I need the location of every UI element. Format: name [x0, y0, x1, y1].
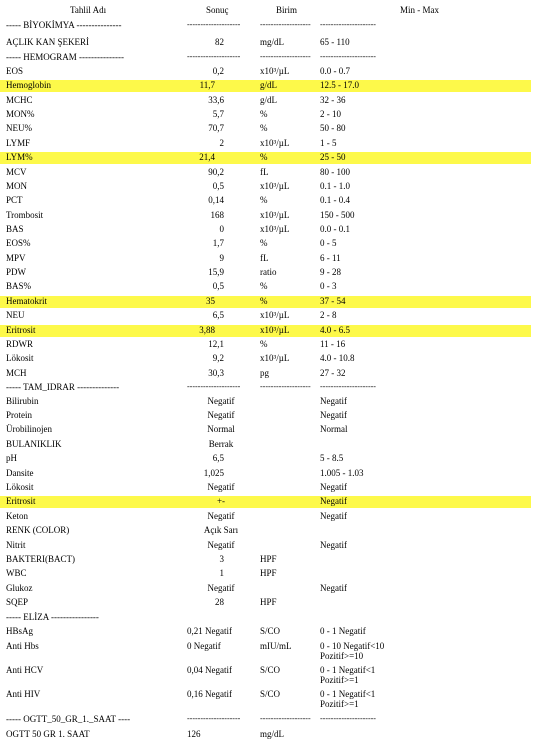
separator: -------------------- — [187, 382, 241, 391]
section-row — [0, 612, 540, 624]
test-unit: S/CO — [260, 689, 281, 699]
test-range: 0.0 - 0.1 — [320, 224, 350, 234]
test-unit: x10³/µL — [260, 224, 290, 234]
test-range: 11 - 16 — [320, 339, 346, 349]
table-row — [0, 310, 540, 322]
test-range: 0 - 1 Negatif<1 — [320, 665, 376, 675]
test-unit: g/dL — [260, 95, 277, 105]
test-range: 0 - 1 Negatif — [320, 626, 366, 636]
test-result: Berrak — [208, 439, 234, 449]
table-row — [0, 95, 540, 107]
test-unit: S/CO — [260, 665, 281, 675]
test-name: LYMF — [6, 138, 31, 148]
header-unit: Birim — [276, 5, 298, 15]
test-name: RENK (COLOR) — [6, 525, 70, 535]
test-name: Trombosit — [6, 210, 44, 220]
test-result: 0,5 — [212, 181, 224, 191]
test-name: Nitrit — [6, 540, 26, 550]
table-row — [0, 123, 540, 135]
table-row — [0, 325, 531, 337]
separator: ------------------- — [260, 20, 311, 29]
test-unit: x10³/µL — [260, 181, 290, 191]
test-range: 0 - 5 — [320, 238, 337, 248]
test-unit: % — [260, 339, 268, 349]
test-range: 0.1 - 0.4 — [320, 195, 350, 205]
test-unit: % — [260, 281, 268, 291]
test-result: 0 Negatif — [187, 641, 221, 651]
header-result: Sonuç — [206, 5, 229, 15]
test-range: 9 - 28 — [320, 267, 341, 277]
test-range: 50 - 80 — [320, 123, 346, 133]
test-name: RDWR — [6, 339, 33, 349]
table-row — [0, 482, 540, 494]
test-result: 21,4 — [199, 152, 215, 162]
table-header — [0, 5, 540, 17]
table-row — [0, 167, 540, 179]
test-name: Lökosit — [6, 482, 34, 492]
test-unit: x10³/µL — [260, 310, 290, 320]
test-range: 25 - 50 — [320, 152, 346, 162]
test-result: 70,7 — [208, 123, 224, 133]
test-range: 0 - 1 Negatif<1 — [320, 689, 376, 699]
separator: -------------------- — [187, 714, 241, 723]
test-unit: mIU/mL — [260, 641, 292, 651]
test-name: MCHC — [6, 95, 33, 105]
separator: ------------------- — [260, 382, 311, 391]
test-unit: x10³/µL — [260, 353, 290, 363]
test-unit: g/dL — [260, 80, 277, 90]
test-unit: pg — [260, 368, 269, 378]
test-range: 0 - 3 — [320, 281, 337, 291]
test-range: Negatif — [320, 482, 347, 492]
test-result: 6,5 — [212, 310, 224, 320]
header-name: Tahlil Adı — [70, 5, 107, 15]
test-unit: fL — [260, 167, 269, 177]
test-name: HBsAg — [6, 626, 34, 636]
test-result: 90,2 — [208, 167, 224, 177]
table-row — [0, 641, 540, 663]
test-range: 0.1 - 1.0 — [320, 181, 350, 191]
test-result: 0,14 — [208, 195, 224, 205]
test-range: 2 - 10 — [320, 109, 341, 119]
test-range: 2 - 8 — [320, 310, 337, 320]
test-range: 37 - 54 — [320, 296, 346, 306]
table-row — [0, 37, 540, 49]
test-result: 126 — [187, 729, 201, 739]
test-range: 4.0 - 10.8 — [320, 353, 355, 363]
test-result: 168 — [210, 210, 224, 220]
test-name: Ürobilinojen — [6, 424, 52, 434]
separator: ------------------- — [260, 714, 311, 723]
test-range: Negatif — [320, 511, 347, 521]
table-row — [0, 181, 540, 193]
test-result: 6,5 — [212, 453, 224, 463]
test-unit: % — [260, 195, 268, 205]
test-name: Lökosit — [6, 353, 34, 363]
table-row — [0, 729, 540, 741]
test-range-second-line: Pozitif>=1 — [320, 675, 359, 685]
section-row — [0, 20, 540, 32]
test-range: 5 - 8.5 — [320, 453, 344, 463]
test-result: 3 — [219, 554, 224, 564]
table-row — [0, 525, 540, 537]
test-result: 28 — [215, 597, 224, 607]
test-name: EOS% — [6, 238, 31, 248]
table-row — [0, 453, 540, 465]
test-unit: x10³/µL — [260, 66, 290, 76]
table-row — [0, 396, 540, 408]
test-name: LYM% — [6, 152, 33, 162]
test-result: 2 — [219, 138, 224, 148]
table-row — [0, 496, 531, 508]
test-result: 82 — [215, 37, 224, 47]
test-name: Hemoglobin — [6, 80, 51, 90]
test-range-second-line: Pozitif>=1 — [320, 699, 359, 709]
section-title: ----- ELİZA ---------------- — [6, 612, 99, 622]
table-row — [0, 689, 540, 711]
test-result: 30,3 — [208, 368, 224, 378]
test-name: Protein — [6, 410, 32, 420]
test-result: 9,2 — [212, 353, 224, 363]
test-range-second-line: Pozitif>=10 — [320, 651, 364, 661]
table-row — [0, 224, 540, 236]
test-name: BAS% — [6, 281, 32, 291]
table-row — [0, 296, 531, 308]
test-range: 1 - 5 — [320, 138, 337, 148]
test-name: Eritrosit — [6, 325, 36, 335]
table-row — [0, 195, 540, 207]
test-name: SQEP — [6, 597, 29, 607]
test-name: Bilirubin — [6, 396, 39, 406]
test-result: +- — [216, 496, 226, 506]
test-result: 9 — [219, 253, 224, 263]
table-row — [0, 511, 540, 523]
test-range: 6 - 11 — [320, 253, 341, 263]
test-result: 0,2 — [212, 66, 224, 76]
test-result: 12,1 — [208, 339, 224, 349]
test-name: PDW — [6, 267, 26, 277]
separator: -------------------- — [187, 20, 241, 29]
test-result: Negatif — [207, 410, 235, 420]
table-row — [0, 583, 540, 595]
test-range: 80 - 100 — [320, 167, 350, 177]
section-row — [0, 714, 540, 726]
test-unit: fL — [260, 253, 269, 263]
test-name: Anti HIV — [6, 689, 41, 699]
test-result: 11,7 — [199, 80, 215, 90]
test-result: 0,16 Negatif — [187, 689, 232, 699]
test-result: Normal — [207, 424, 235, 434]
test-unit: % — [260, 296, 268, 306]
test-result: 0 — [219, 224, 224, 234]
separator: --------------------- — [320, 714, 376, 723]
test-result: 33,6 — [208, 95, 224, 105]
table-row — [0, 109, 540, 121]
section-title: ----- TAM_IDRAR -------------- — [6, 382, 120, 392]
test-name: NEU — [6, 310, 25, 320]
test-name: AÇLIK KAN ŞEKERİ — [6, 37, 89, 47]
test-range: Negatif — [320, 396, 347, 406]
test-name: MCV — [6, 167, 27, 177]
test-range: 1.005 - 1.03 — [320, 468, 364, 478]
separator: --------------------- — [320, 382, 376, 391]
test-name: pH — [6, 453, 17, 463]
test-result: 0,04 Negatif — [187, 665, 232, 675]
table-row — [0, 238, 540, 250]
test-range: 4.0 - 6.5 — [320, 325, 350, 335]
test-name: Hematokrit — [6, 296, 47, 306]
table-row — [0, 665, 540, 687]
table-row — [0, 339, 540, 351]
table-row — [0, 66, 540, 78]
test-result: 3,88 — [199, 325, 215, 335]
test-result: 0,5 — [212, 281, 224, 291]
test-name: WBC — [6, 568, 27, 578]
test-unit: ratio — [260, 267, 277, 277]
test-result: 1,025 — [203, 468, 224, 478]
test-name: BAS — [6, 224, 24, 234]
test-result: Negatif — [207, 482, 235, 492]
table-row — [0, 368, 540, 380]
table-row — [0, 138, 540, 150]
test-result: 1 — [219, 568, 224, 578]
table-row — [0, 424, 540, 436]
table-row — [0, 80, 531, 92]
test-range: 150 - 500 — [320, 210, 355, 220]
test-range: Negatif — [320, 410, 347, 420]
test-unit: x10³/µL — [260, 325, 290, 335]
test-range: Normal — [320, 424, 348, 434]
separator: -------------------- — [187, 52, 241, 61]
test-name: PCT — [6, 195, 23, 205]
table-row — [0, 540, 540, 552]
test-unit: mg/dL — [260, 729, 284, 739]
table-row — [0, 626, 540, 638]
separator: --------------------- — [320, 52, 376, 61]
section-row — [0, 382, 540, 394]
test-unit: % — [260, 238, 268, 248]
test-result: 0,21 Negatif — [187, 626, 232, 636]
test-result: 35 — [206, 296, 215, 306]
section-title: ----- BİYOKİMYA --------------- — [6, 20, 122, 30]
test-range: 0 - 10 Negatif<10 — [320, 641, 385, 651]
test-unit: x10³/µL — [260, 138, 290, 148]
section-row — [0, 52, 540, 64]
test-name: MON — [6, 181, 28, 191]
test-name: OGTT 50 GR 1. SAAT — [6, 729, 90, 739]
test-unit: HPF — [260, 568, 277, 578]
test-result: 1,7 — [212, 238, 224, 248]
test-name: MCH — [6, 368, 27, 378]
test-result: Negatif — [207, 511, 235, 521]
test-unit: mg/dL — [260, 37, 284, 47]
section-title: ----- HEMOGRAM --------------- — [6, 52, 124, 62]
test-name: MPV — [6, 253, 26, 263]
test-result: Açık Sarı — [203, 525, 239, 535]
table-row — [0, 468, 540, 480]
test-range: 65 - 110 — [320, 37, 350, 47]
table-row — [0, 152, 531, 164]
table-row — [0, 210, 540, 222]
test-name: Anti HCV — [6, 665, 44, 675]
test-range: 0.0 - 0.7 — [320, 66, 350, 76]
test-unit: x10³/µL — [260, 210, 290, 220]
table-row — [0, 253, 540, 265]
table-row — [0, 554, 540, 566]
test-name: MON% — [6, 109, 35, 119]
test-range: Negatif — [320, 583, 347, 593]
test-range: Negatif — [320, 496, 347, 506]
test-result: Negatif — [207, 396, 235, 406]
separator: --------------------- — [320, 20, 376, 29]
test-name: Glukoz — [6, 583, 33, 593]
test-unit: S/CO — [260, 626, 281, 636]
test-result: 15,9 — [208, 267, 224, 277]
test-range: 32 - 36 — [320, 95, 346, 105]
test-name: EOS — [6, 66, 24, 76]
test-unit: % — [260, 152, 268, 162]
table-row — [0, 281, 540, 293]
test-unit: HPF — [260, 554, 277, 564]
section-title: ----- OGTT_50_GR_1._SAAT ---- — [6, 714, 131, 724]
table-row — [0, 597, 540, 609]
test-name: NEU% — [6, 123, 32, 133]
test-result: Negatif — [207, 583, 235, 593]
test-range: Negatif — [320, 540, 347, 550]
table-row — [0, 439, 540, 451]
test-result: 5,7 — [212, 109, 224, 119]
test-name: BULANIKLIK — [6, 439, 62, 449]
table-row — [0, 410, 540, 422]
test-unit: % — [260, 109, 268, 119]
test-name: BAKTERI(BACT) — [6, 554, 75, 564]
test-unit: % — [260, 123, 268, 133]
test-result: Negatif — [207, 540, 235, 550]
header-range: Min - Max — [400, 5, 439, 15]
test-name: Anti Hbs — [6, 641, 39, 651]
test-unit: HPF — [260, 597, 277, 607]
table-row — [0, 267, 540, 279]
separator: ------------------- — [260, 52, 311, 61]
test-range: 27 - 32 — [320, 368, 346, 378]
table-row — [0, 353, 540, 365]
test-name: Dansite — [6, 468, 34, 478]
table-row — [0, 568, 540, 580]
test-name: Keton — [6, 511, 28, 521]
test-name: Eritrosit — [6, 496, 36, 506]
test-range: 12.5 - 17.0 — [320, 80, 359, 90]
